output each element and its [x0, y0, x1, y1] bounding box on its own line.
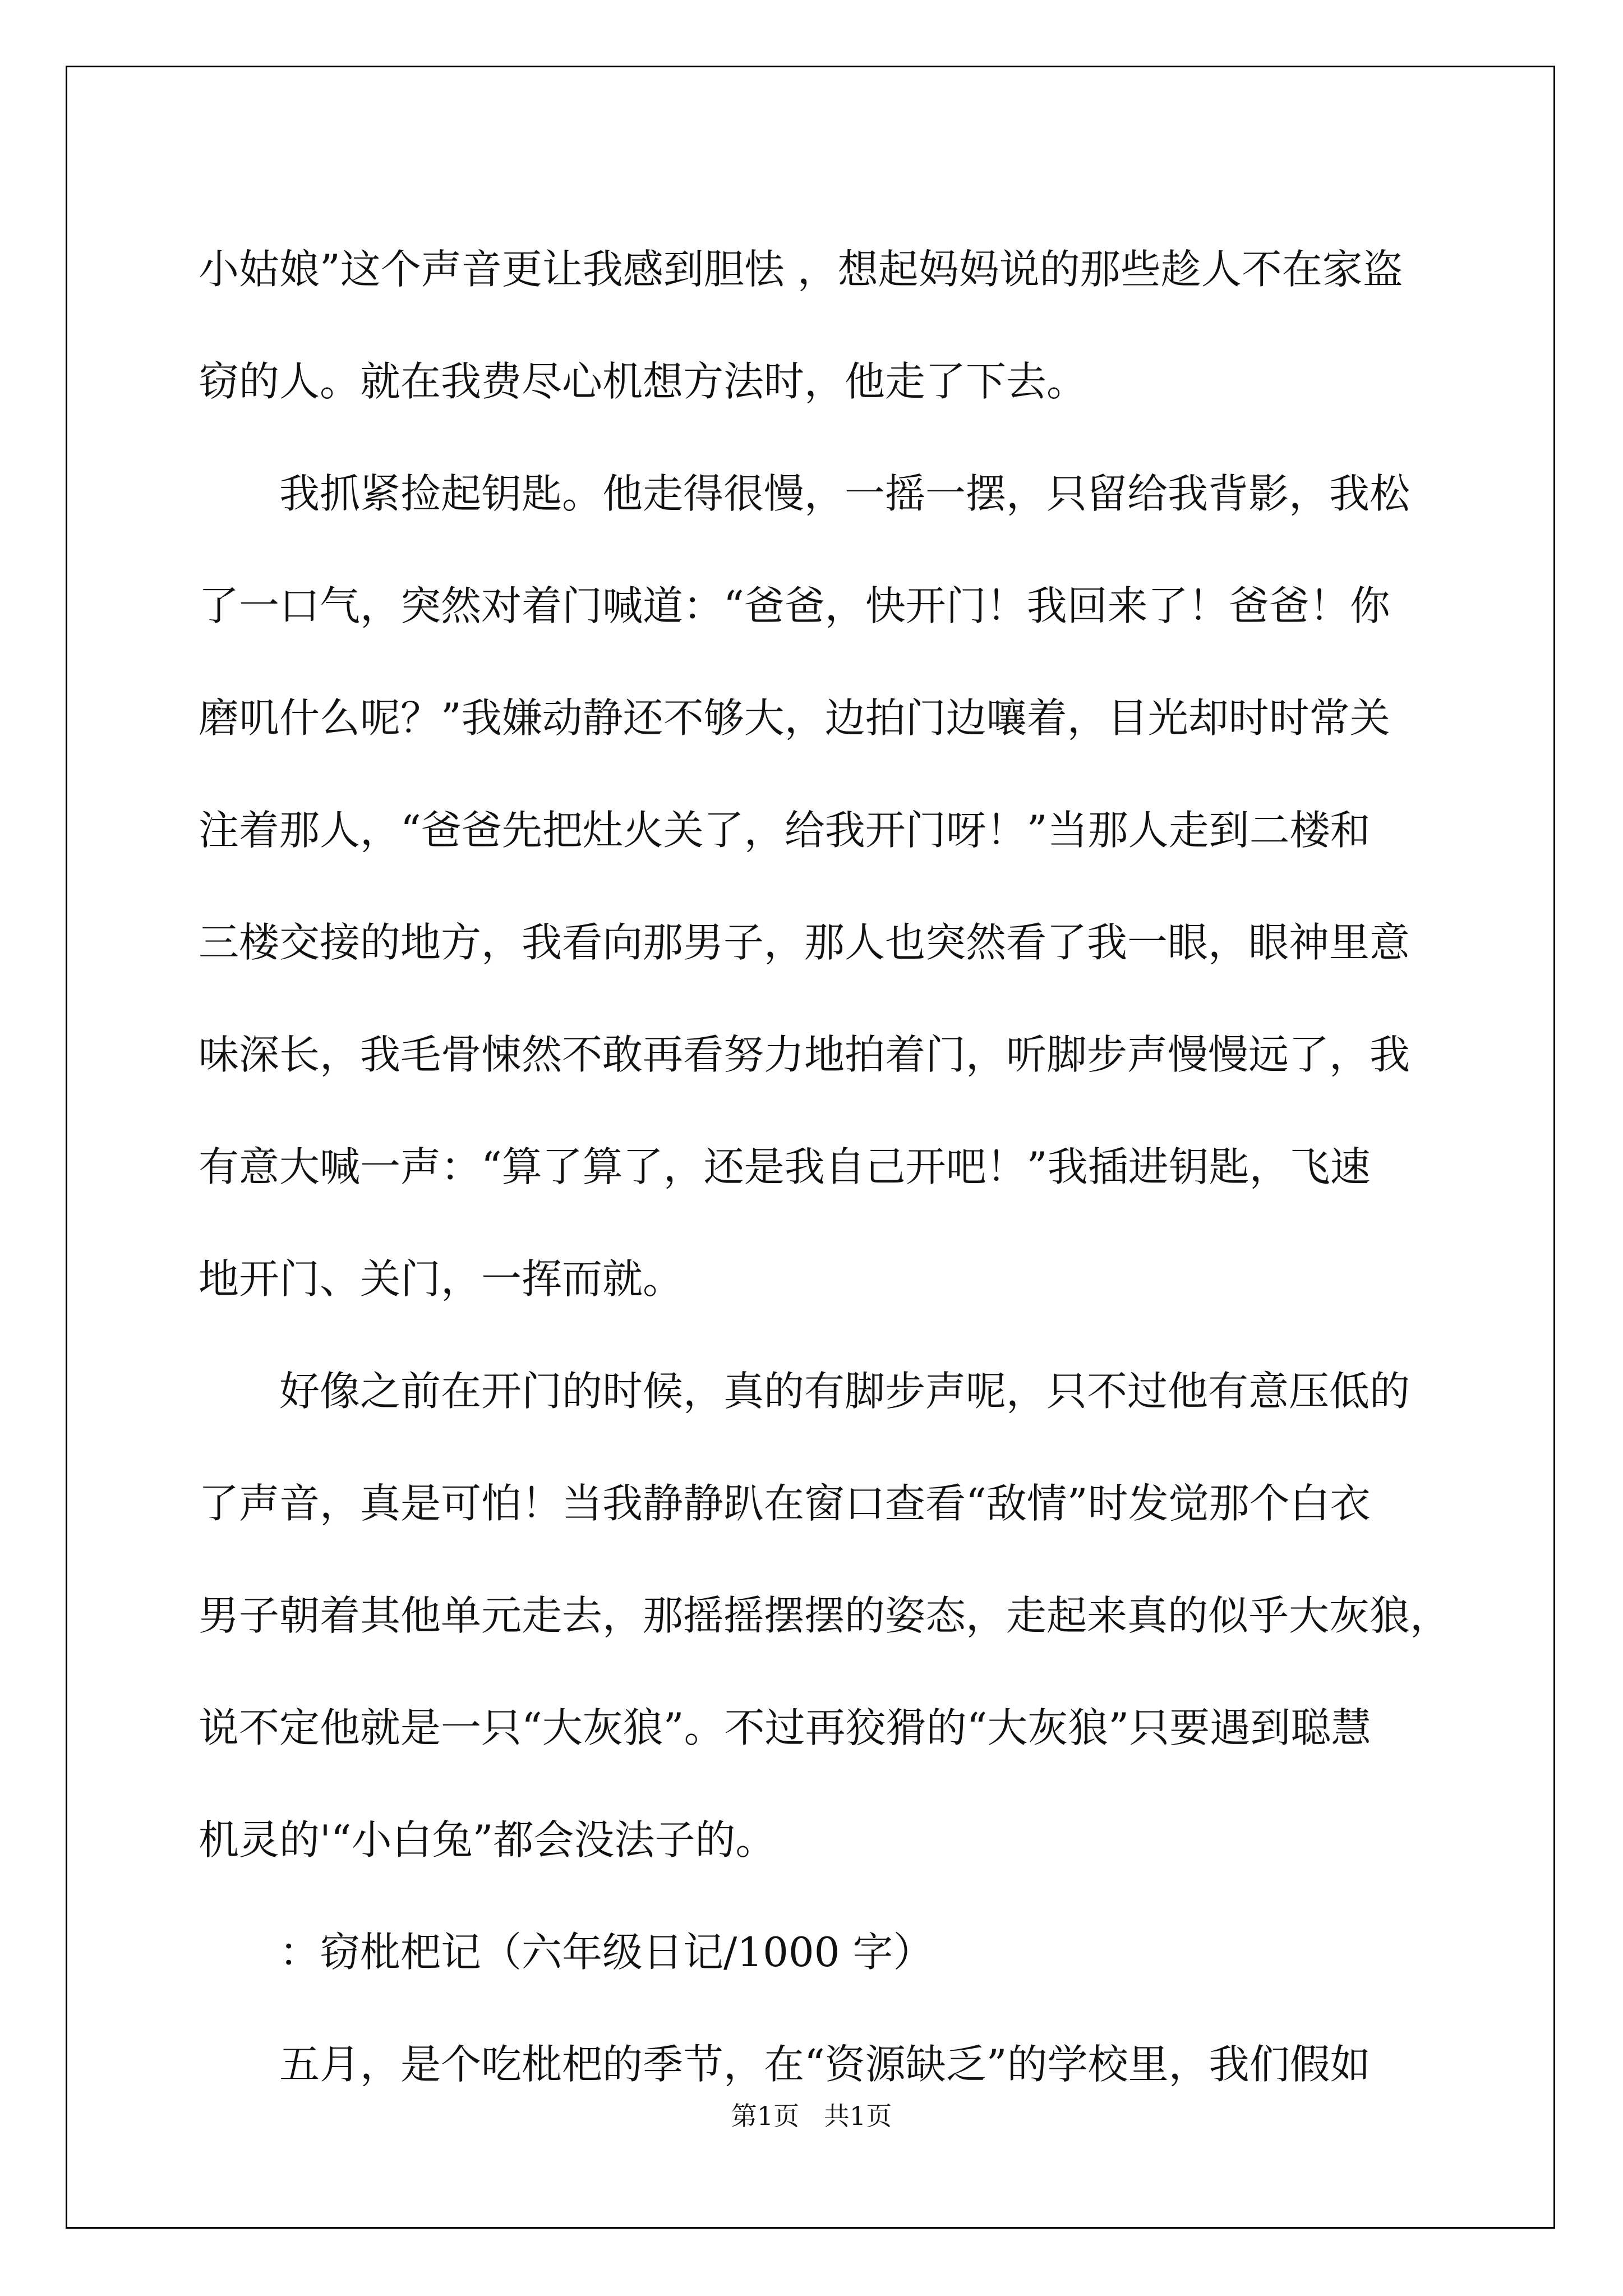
- text-line: 窃的人。就在我费尽心机想方法时，他走了下去。: [199, 358, 1087, 405]
- paragraph-1: [199, 213, 1449, 438]
- text-line: 好像之前在开门的时候，真的有脚步声呢，只不过他有意压低的: [279, 1368, 1410, 1415]
- text-line: 机灵的'“小白兔”都会没法子的。: [199, 1816, 776, 1864]
- section-heading: ：窃枇杷记（六年级日记/1000 字）: [279, 1929, 934, 1976]
- page-footer: [0, 2096, 1623, 2133]
- text-line: 三楼交接的地方，我看向那男子，那人也突然看了我一眼，眼神里意: [199, 919, 1410, 966]
- document-body: [199, 213, 1449, 2120]
- text-line: 我抓紧捡起钥匙。他走得很慢，一摇一摆，只留给我背影，我松: [279, 470, 1410, 517]
- paragraph-3: [199, 1335, 1449, 1896]
- page-number: 第1页 共1页: [731, 2101, 892, 2131]
- text-line: 五月，是个吃枇杷的季节，在“资源缺乏”的学校里，我们假如: [279, 2041, 1371, 2088]
- text-line: 注着那人，“爸爸先把灶火关了，给我开门呀！”当那人走到二楼和: [199, 807, 1371, 854]
- text-line: 味深长，我毛骨悚然不敢再看努力地拍着门，听脚步声慢慢远了，我: [199, 1031, 1410, 1078]
- text-line: 男子朝着其他单元走去，那摇摇摆摆的姿态，走起来真的似乎大灰狼，: [199, 1592, 1451, 1639]
- text-line: 说不定他就是一只“大灰狼”。不过再狡猾的“大灰狼”只要遇到聪慧: [199, 1704, 1372, 1751]
- text-line: 了声音，真是可怕！当我静静趴在窗口查看“敌情”时发觉那个白衣: [199, 1480, 1371, 1527]
- text-line: 了一口气，突然对着门喊道：“爸爸，快开门！我回来了！爸爸！你: [199, 582, 1390, 629]
- paragraph-4-heading: [199, 1896, 1449, 2008]
- text-line: 有意大喊一声：“算了算了，还是我自己开吧！”我插进钥匙，飞速: [199, 1143, 1371, 1190]
- text-line: 小姑娘”这个声音更让我感到胆怯 ，想起妈妈说的那些趁人不在家盗: [199, 246, 1403, 293]
- text-line: 磨叽什么呢？”我嫌动静还不够大，边拍门边嚷着，目光却时时常关: [199, 694, 1390, 742]
- paragraph-2: [199, 438, 1449, 1335]
- text-line: 地开门、关门，一挥而就。: [199, 1255, 684, 1303]
